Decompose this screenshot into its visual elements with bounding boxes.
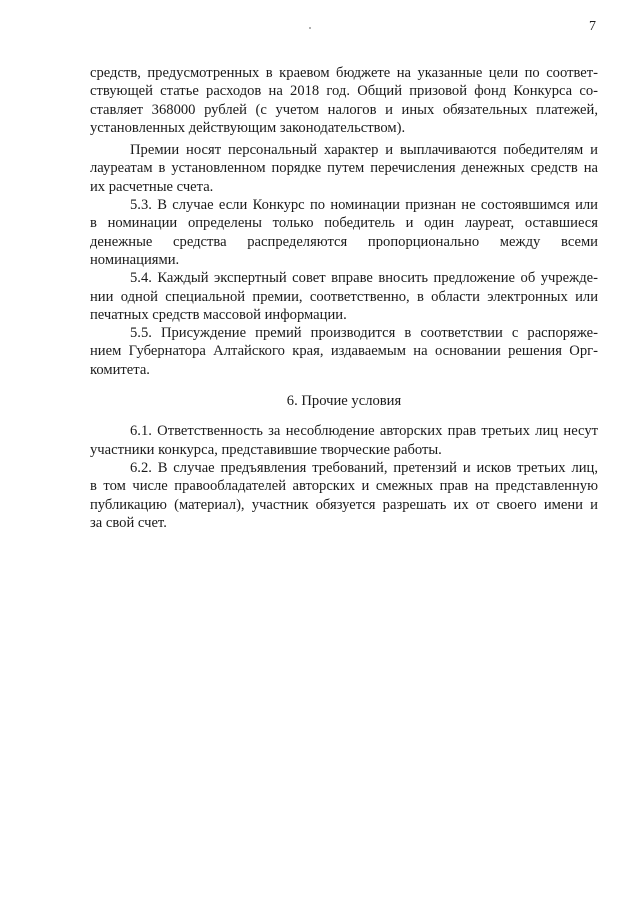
text-line: Премии носят персональный характер и выплачиваются победителям и — [130, 142, 598, 159]
paragraph-5-5 — [90, 324, 598, 379]
text-line: нии одной специальной премии, соответственно, в области электронных или — [90, 288, 598, 305]
page-number: 7 — [589, 19, 596, 34]
text-line: комитета. — [90, 361, 150, 378]
section-heading: 6. Прочие условия — [286, 393, 402, 410]
text-line: 6.2. В случае предъявления требований, претензий и исков третьих лиц, — [130, 459, 598, 476]
text-line: ставляет 368000 рублей (с учетом налогов и иных обязательных платежей, — [90, 101, 598, 118]
paragraph-6-1 — [90, 422, 598, 459]
text-line: лауреатам в установленном порядке путем перечисления денежных средств на — [90, 160, 598, 177]
text-line: публикацию (материал), участник обязуется разрешать их от своего имени и — [90, 496, 598, 513]
scan-speck — [309, 27, 311, 29]
paragraph-5-4 — [90, 269, 598, 324]
document-body — [90, 64, 598, 532]
text-line: нием Губернатора Алтайского края, издаваемым на основании решения Орг- — [90, 343, 598, 360]
paragraph-6-2 — [90, 459, 598, 532]
paragraph-personal — [90, 141, 598, 196]
text-line: за свой счет. — [90, 514, 167, 531]
text-line: ствующей статье расходов на 2018 год. Общий призовой фонд Конкурса со- — [90, 83, 598, 100]
text-line: в номинации определены только победитель и один лауреат, оставшиеся — [90, 215, 598, 232]
text-line: участники конкурса, представившие творческие работы. — [90, 441, 442, 458]
text-line: печатных средств массовой информации. — [90, 306, 347, 323]
text-line: в том числе правообладателей авторских и смежных прав на представленную — [90, 478, 598, 495]
text-line: номинациями. — [90, 251, 180, 268]
text-line: денежные средства распределяются пропорционально между всеми — [90, 233, 598, 250]
paragraph-funds — [90, 64, 598, 137]
text-line: их расчетные счета. — [90, 178, 214, 195]
paragraph-5-3 — [90, 196, 598, 269]
text-line: 5.3. В случае если Конкурс по номинации признан не состоявшимся или — [130, 197, 598, 214]
text-line: 6.1. Ответственность за несоблюдение авторских прав третьих лиц несут — [130, 423, 598, 440]
text-line: установленных действующим законодательством). — [90, 119, 406, 136]
text-line: средств, предусмотренных в краевом бюджете на указанные цели по соответ- — [90, 65, 598, 81]
text-line: 5.5. Присуждение премий производится в соответствии с распоряже- — [130, 325, 598, 342]
text-line: 5.4. Каждый экспертный совет вправе вносить предложение об учрежде- — [130, 270, 598, 287]
